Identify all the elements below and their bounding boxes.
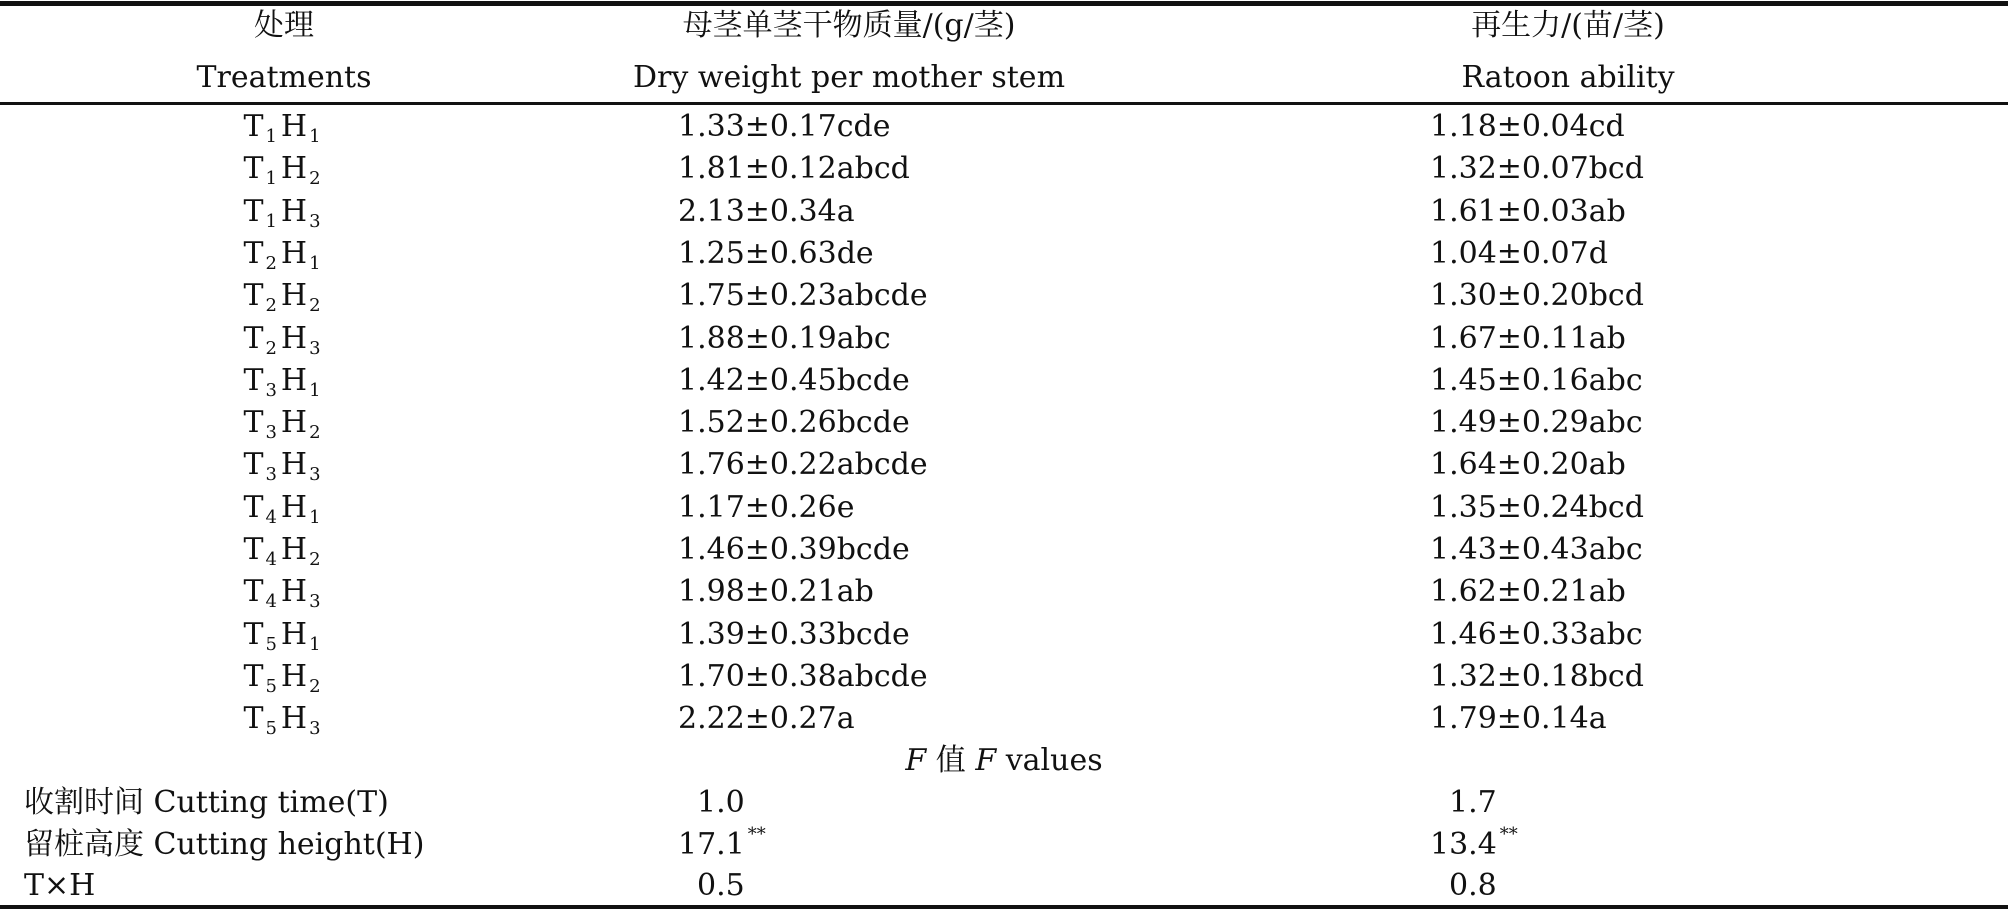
treatment-label: T $_2$ H $_3$ bbox=[243, 321, 321, 359]
f-row-label: 收割时间 Cutting time(T) bbox=[24, 785, 389, 820]
ratoon-value: 1.04±0.07d bbox=[1430, 236, 1608, 271]
treatment-label: T $_1$ H $_3$ bbox=[243, 194, 321, 232]
ratoon-value: 1.32±0.18bcd bbox=[1430, 659, 1644, 694]
bottom-rule bbox=[0, 905, 2008, 909]
treatment-label: T $_2$ H $_2$ bbox=[243, 278, 321, 316]
ratoon-value: 1.45±0.16abc bbox=[1430, 363, 1643, 398]
dry-weight-value: 1.70±0.38abcde bbox=[678, 659, 928, 694]
dry-weight-value: 1.33±0.17cde bbox=[678, 109, 891, 144]
treatment-label: T $_2$ H $_1$ bbox=[243, 236, 321, 274]
treatment-label: T $_3$ H $_3$ bbox=[243, 447, 321, 485]
treatment-label: T $_4$ H $_1$ bbox=[243, 490, 321, 528]
header-ratoon-cn: 再生力/(苗/茎) bbox=[1471, 8, 1665, 43]
ratoon-value: 1.61±0.03ab bbox=[1430, 194, 1626, 229]
dry-weight-value: 1.52±0.26bcde bbox=[678, 405, 910, 440]
header-rule bbox=[0, 102, 2008, 105]
treatment-label: T $_1$ H $_2$ bbox=[243, 151, 321, 189]
f-values-heading: F 值 F values bbox=[905, 743, 1103, 778]
header-ratoon-en: Ratoon ability bbox=[1461, 60, 1675, 95]
ratoon-value: 1.35±0.24bcd bbox=[1430, 490, 1644, 525]
ratoon-value: 1.67±0.11ab bbox=[1430, 321, 1626, 356]
dry-weight-value: 1.25±0.63de bbox=[678, 236, 874, 271]
f-row-ratoon: 0.8 bbox=[1449, 868, 1497, 903]
ratoon-value: 1.32±0.07bcd bbox=[1430, 151, 1644, 186]
dry-weight-value: 1.75±0.23abcde bbox=[678, 278, 928, 313]
ratoon-value: 1.62±0.21ab bbox=[1430, 574, 1626, 609]
f-row-ratoon: 1.7 bbox=[1449, 785, 1497, 820]
f-row-label: T×H bbox=[24, 868, 96, 903]
f-row-dry-weight: 0.5 bbox=[697, 868, 745, 903]
f-row-ratoon: 13.4 ** bbox=[1430, 824, 1518, 862]
dry-weight-value: 1.46±0.39bcde bbox=[678, 532, 910, 567]
dry-weight-value: 1.42±0.45bcde bbox=[678, 363, 910, 398]
ratoon-value: 1.43±0.43abc bbox=[1430, 532, 1643, 567]
dry-weight-value: 1.88±0.19abc bbox=[678, 321, 891, 356]
header-dry-weight-cn: 母茎单茎干物质量/(g/茎) bbox=[682, 8, 1016, 43]
f-row-label: 留桩高度 Cutting height(H) bbox=[24, 827, 425, 862]
ratoon-value: 1.49±0.29abc bbox=[1430, 405, 1643, 440]
dry-weight-value: 2.13±0.34a bbox=[678, 194, 855, 229]
dry-weight-value: 1.17±0.26e bbox=[678, 490, 855, 525]
ratoon-value: 1.79±0.14a bbox=[1430, 701, 1607, 736]
dry-weight-value: 1.81±0.12abcd bbox=[678, 151, 910, 186]
header-dry-weight-en: Dry weight per mother stem bbox=[632, 60, 1066, 95]
f-row-dry-weight: 17.1 ** bbox=[678, 824, 766, 862]
dry-weight-value: 1.98±0.21ab bbox=[678, 574, 874, 609]
treatment-label: T $_5$ H $_2$ bbox=[243, 659, 321, 697]
treatment-label: T $_1$ H $_1$ bbox=[243, 109, 321, 147]
header-treatments-en: Treatments bbox=[196, 60, 372, 95]
treatment-label: T $_4$ H $_3$ bbox=[243, 574, 321, 612]
header-treatments-cn: 处理 bbox=[254, 8, 314, 43]
ratoon-value: 1.30±0.20bcd bbox=[1430, 278, 1644, 313]
treatment-label: T $_5$ H $_3$ bbox=[243, 701, 321, 739]
treatment-label: T $_4$ H $_2$ bbox=[243, 532, 321, 570]
treatment-label: T $_3$ H $_2$ bbox=[243, 405, 321, 443]
treatment-label: T $_5$ H $_1$ bbox=[243, 617, 321, 655]
f-row-dry-weight: 1.0 bbox=[697, 785, 745, 820]
treatment-label: T $_3$ H $_1$ bbox=[243, 363, 321, 401]
ratoon-value: 1.18±0.04cd bbox=[1430, 109, 1625, 144]
dry-weight-value: 2.22±0.27a bbox=[678, 701, 855, 736]
dry-weight-value: 1.39±0.33bcde bbox=[678, 617, 910, 652]
dry-weight-value: 1.76±0.22abcde bbox=[678, 447, 928, 482]
ratoon-value: 1.64±0.20ab bbox=[1430, 447, 1626, 482]
ratoon-value: 1.46±0.33abc bbox=[1430, 617, 1643, 652]
